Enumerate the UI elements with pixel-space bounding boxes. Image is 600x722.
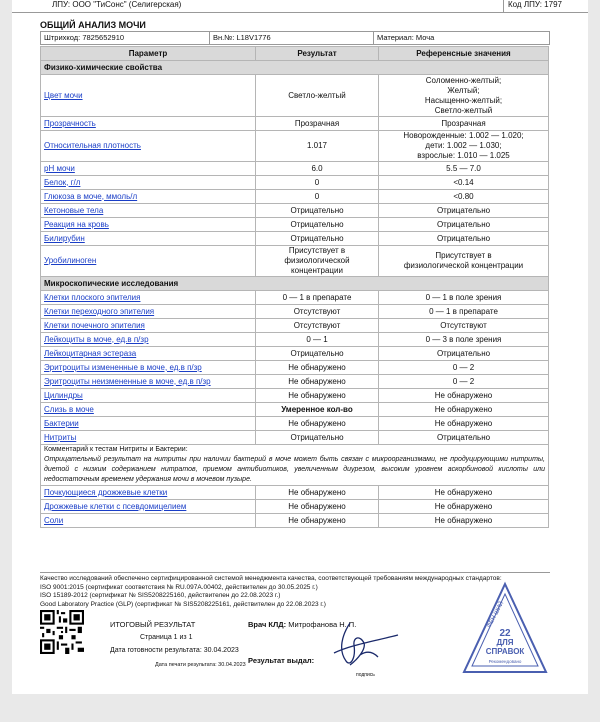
param-link[interactable]: Реакция на кровь <box>41 218 256 232</box>
param-link[interactable]: Лейкоцитарная эстераза <box>41 347 256 361</box>
result-value: 6.0 <box>256 162 379 176</box>
internal-number: Вн.№: L18V1776 <box>210 32 374 44</box>
reference-value: 5.5 — 7.0 <box>379 162 549 176</box>
stamp-word1: ДЛЯ <box>496 638 514 647</box>
comment-block <box>41 445 549 486</box>
doctor-label: Врач КЛД: <box>248 620 287 629</box>
footer-line: Good Laboratory Practice (GLP) (сертификат № SIS5208225161, действителен до 22.08.2023 г.) <box>40 600 326 608</box>
ready-date: Дата готовности результата: 30.04.2023 <box>110 647 239 654</box>
table-row <box>41 162 549 176</box>
result-value: Отрицательно <box>256 204 379 218</box>
result-value: Не обнаружено <box>256 514 379 528</box>
barcode: Штрихкод: 7825652910 <box>41 32 210 44</box>
qr-code-icon <box>40 610 84 654</box>
table-row <box>41 389 549 403</box>
page-number: Страница 1 из 1 <box>140 634 193 641</box>
table-row <box>41 431 549 445</box>
table-row <box>41 204 549 218</box>
table-row <box>41 486 549 500</box>
reference-value: <0.14 <box>379 176 549 190</box>
reference-value: Отсутствуют <box>379 319 549 333</box>
reference-value: Присутствует в физиологической концентрации <box>379 246 549 277</box>
param-link[interactable]: Лейкоциты в моче, ед.в п/зр <box>41 333 256 347</box>
result-value: Отсутствуют <box>256 319 379 333</box>
table-row <box>41 514 549 528</box>
param-link[interactable]: Кетоновые тела <box>41 204 256 218</box>
param-link[interactable]: Билирубин <box>41 232 256 246</box>
table-row <box>41 176 549 190</box>
reference-value: Отрицательно <box>379 431 549 445</box>
reference-value: 0 — 2 <box>379 375 549 389</box>
result-value: Прозрачная <box>256 117 379 131</box>
lab-stamp-icon <box>460 580 550 680</box>
result-value: 0 <box>256 176 379 190</box>
reference-value: Не обнаружено <box>379 389 549 403</box>
table-row <box>41 500 549 514</box>
table-row <box>41 232 549 246</box>
comment-text: Отрицательный результат на нитриты при наличии бактерий в моче может быть связан с микроорганизмами, не продуцирующими нитриты, диетой с низким содержанием нитратов, приемом антибиотиков, увеличенным диурезом, высоким уровнем аскорбиновой кислоты или недостаточным временем удержания мочи в мочевом пузыре. <box>44 456 545 483</box>
table-row <box>41 117 549 131</box>
result-value: Умеренное кол-во <box>256 403 379 417</box>
reference-value: Соломенно-желтый; Желтый; Насыщенно-желтый; Светло-желтый <box>379 75 549 117</box>
table-row <box>41 347 549 361</box>
stamp-word2: СПРАВОК <box>485 647 525 656</box>
result-value: Не обнаружено <box>256 500 379 514</box>
col-header-ref: Референсные значения <box>379 47 549 61</box>
reference-value: 0 — 3 в поле зрения <box>379 333 549 347</box>
table-row <box>41 131 549 162</box>
reference-value: <0.80 <box>379 190 549 204</box>
result-value: Отрицательно <box>256 347 379 361</box>
param-link[interactable]: Бактерии <box>41 417 256 431</box>
table-row <box>41 417 549 431</box>
section-header: Физико-химические свойства <box>41 61 549 75</box>
doctor-name: Митрофанова Н. П. <box>288 620 357 629</box>
param-link[interactable]: Цилиндры <box>41 389 256 403</box>
param-link[interactable]: Клетки переходного эпителия <box>41 305 256 319</box>
reference-value: Отрицательно <box>379 232 549 246</box>
result-value: Отсутствуют <box>256 305 379 319</box>
reference-value: 0 — 1 в поле зрения <box>379 291 549 305</box>
param-link[interactable]: Цвет мочи <box>41 75 256 117</box>
reference-value: Не обнаружено <box>379 514 549 528</box>
issued-by-label: Результат выдал: <box>248 656 315 665</box>
param-link[interactable]: Клетки почечного эпителия <box>41 319 256 333</box>
result-value: 1.017 <box>256 131 379 162</box>
table-row <box>41 291 549 305</box>
table-row <box>41 75 549 117</box>
reference-value: Отрицательно <box>379 204 549 218</box>
result-value: Не обнаружено <box>256 417 379 431</box>
result-value: Присутствует в физиологической концентрации <box>256 246 379 277</box>
lpu-code: Код ЛПУ: 1797 <box>508 0 562 9</box>
footer-line: ISO 9001:2015 (сертификат соответствия № RU.097A.00402, действителен до 30.05.2025 г.) <box>40 583 318 591</box>
stamp-number: 22 <box>499 628 511 639</box>
result-value: 0 — 1 в препарате <box>256 291 379 305</box>
header-bar <box>12 0 588 13</box>
param-link[interactable]: Слизь в моче <box>41 403 256 417</box>
reference-value: 0 — 2 <box>379 361 549 375</box>
reference-value: Не обнаружено <box>379 500 549 514</box>
table-row <box>41 333 549 347</box>
reference-value: Новорожденные: 1.002 — 1.020; дети: 1.002 — 1.030; взрослые: 1.010 — 1.025 <box>379 131 549 162</box>
reference-value: Прозрачная <box>379 117 549 131</box>
table-row <box>41 319 549 333</box>
result-value: Светло-желтый <box>256 75 379 117</box>
result-value: Не обнаружено <box>256 375 379 389</box>
param-link[interactable]: Прозрачность <box>41 117 256 131</box>
reference-value: Отрицательно <box>379 218 549 232</box>
table-row <box>41 375 549 389</box>
result-value: Отрицательно <box>256 218 379 232</box>
reference-value: Не обнаружено <box>379 403 549 417</box>
result-value: 0 <box>256 190 379 204</box>
result-value: Не обнаружено <box>256 389 379 403</box>
reference-value: 0 — 1 в препарате <box>379 305 549 319</box>
final-result-label: ИТОГОВЫЙ РЕЗУЛЬТАТ <box>110 620 196 629</box>
results-table <box>40 46 549 528</box>
table-row <box>41 305 549 319</box>
document-title: ОБЩИЙ АНАЛИЗ МОЧИ <box>40 20 146 30</box>
stamp-bottom-text: Рекомендовано <box>488 659 522 664</box>
signature-caption: подпись <box>356 672 375 678</box>
param-link[interactable]: Белок, г/л <box>41 176 256 190</box>
reference-value: Не обнаружено <box>379 417 549 431</box>
param-link[interactable]: Почкующиеся дрожжевые клетки <box>41 486 256 500</box>
comment-title: Комментарий к тестам Нитриты и Бактерии: <box>44 446 188 453</box>
footer-line: Качество исследований обеспечено сертифицированной системой менеджмента качества, соответствующей требованиям международных стандартов: <box>40 575 502 582</box>
table-row <box>41 246 549 277</box>
table-row <box>41 190 549 204</box>
param-link[interactable]: Эритроциты неизмененные в моче, ед.в п/зр <box>41 375 256 389</box>
lpu-label: ЛПУ: ООО "ТиСонс" (Селигерская) <box>12 0 504 12</box>
footer-line: ISO 15189-2012 (сертификат № SIS5208225160, действителен до 22.08.2023 г.) <box>40 592 281 599</box>
table-row <box>41 361 549 375</box>
col-header-param: Параметр <box>41 47 256 61</box>
result-value: Отрицательно <box>256 431 379 445</box>
reference-value: Отрицательно <box>379 347 549 361</box>
stamp-top-text: ФЕН ШИЙ <box>486 600 506 629</box>
result-value: Не обнаружено <box>256 361 379 375</box>
param-link[interactable]: Уробилиноген <box>41 246 256 277</box>
signature-icon <box>320 615 400 670</box>
result-value: 0 — 1 <box>256 333 379 347</box>
param-link[interactable]: Нитриты <box>41 431 256 445</box>
param-link[interactable]: Клетки плоского эпителия <box>41 291 256 305</box>
param-link[interactable]: Глюкоза в моче, ммоль/л <box>41 190 256 204</box>
reference-value: Не обнаружено <box>379 486 549 500</box>
material: Материал: Моча <box>377 33 435 42</box>
result-value: Отрицательно <box>256 232 379 246</box>
section-header: Микроскопические исследования <box>41 277 549 291</box>
result-value: Не обнаружено <box>256 486 379 500</box>
col-header-result: Результат <box>256 47 379 61</box>
param-link[interactable]: pH мочи <box>41 162 256 176</box>
print-date: Дата печати результата: 30.04.2023 <box>155 662 246 668</box>
param-link[interactable]: Эритроциты измененные в моче, ед.в п/зр <box>41 361 256 375</box>
param-link[interactable]: Дрожжевые клетки с псевдомицелием <box>41 500 256 514</box>
param-link[interactable]: Соли <box>41 514 256 528</box>
param-link[interactable]: Относительная плотность <box>41 131 256 162</box>
table-row <box>41 218 549 232</box>
id-row <box>40 31 550 45</box>
table-row <box>41 403 549 417</box>
